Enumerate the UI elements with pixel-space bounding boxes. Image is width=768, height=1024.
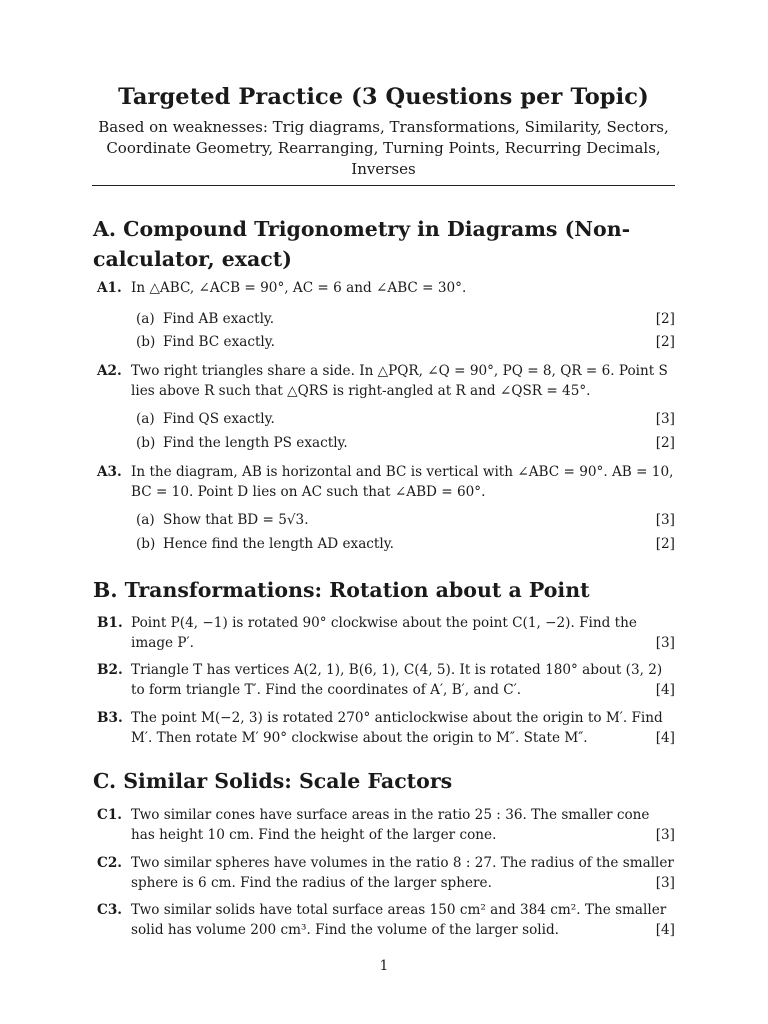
part-text: Show that BD = 5√3. [163,512,309,528]
question-text: In the diagram, AB is horizontal and BC is vertical with ∠ABC = 90°. AB = 10, BC = 10. Point D lies on AC such that ∠ABD = 60°. [131,464,674,500]
part-label: (a) [136,311,155,327]
section-heading: B. Transformations: Rotation about a Point [93,578,590,602]
question-text: The point M(−2, 3) is rotated 270° anticlockwise about the origin to M′. Find M′. Then rotate M′ 90° clockwise about the origin to M″. State M″. [131,710,663,746]
marks: [4] [655,681,675,698]
question-number: B3. [97,710,123,726]
question-number: A2. [97,363,122,379]
marks: [4] [655,729,675,746]
marks: [2] [655,311,675,327]
question-text: Point P(4, −1) is rotated 90° clockwise about the point C(1, −2). Find the image P′. [131,615,637,651]
question-part [136,410,675,429]
question-text: Two similar solids have total surface areas 150 cm² and 384 cm². The smaller solid has volume 200 cm³. Find the volume of the larger solid. [131,902,667,938]
part-text: Find AB exactly. [163,311,275,327]
question [97,279,675,299]
marks: [3] [655,826,675,843]
question-part [136,511,675,530]
question [97,362,675,401]
question [97,661,675,700]
part-label: (b) [136,334,156,350]
part-text: Find the length PS exactly. [163,435,348,451]
section-heading: C. Similar Solids: Scale Factors [93,769,453,793]
question [97,614,675,653]
title-divider [92,185,675,186]
question [97,854,675,893]
page-number: 1 [379,958,389,974]
question-part [136,535,675,554]
marks: [3] [655,634,675,651]
section-heading: A. Compound Trigonometry in Diagrams (Non-calculator, exact) [93,217,631,271]
question-number: C2. [97,855,123,871]
question-part [136,434,675,453]
page-subtitle: Based on weaknesses: Trig diagrams, Transformations, Similarity, Sectors, Coordinate Geometry, Rearranging, Turning Points, Recurring Decimals, Inverses [98,118,669,178]
marks: [2] [655,334,675,350]
question [97,463,675,502]
question [97,709,675,748]
marks: [3] [655,874,675,891]
question [97,806,675,845]
question-part [136,310,675,329]
part-text: Find BC exactly. [163,334,275,350]
question-text: Two right triangles share a side. In △PQR, ∠Q = 90°, PQ = 8, QR = 6. Point S lies above R such that △QRS is right-angled at R and ∠QSR = 45°. [131,363,668,399]
marks: [3] [655,512,675,528]
question-text: In △ABC, ∠ACB = 90°, AC = 6 and ∠ABC = 30°. [131,280,467,296]
question-text: Two similar spheres have volumes in the ratio 8 : 27. The radius of the smaller sphere is 6 cm. Find the radius of the larger sphere. [131,855,674,891]
question-part [136,333,675,352]
question-number: A1. [97,280,122,296]
question [97,901,675,940]
marks: [2] [655,435,675,451]
question-number: C3. [97,902,123,918]
part-label: (a) [136,512,155,528]
marks: [2] [655,536,675,552]
marks: [4] [655,921,675,938]
marks: [3] [655,411,675,427]
question-number: C1. [97,807,123,823]
part-label: (b) [136,536,156,552]
question-number: A3. [97,464,122,480]
part-label: (a) [136,411,155,427]
question-number: B2. [97,662,123,678]
page-title: Targeted Practice (3 Questions per Topic) [118,84,649,110]
question-text: Two similar cones have surface areas in the ratio 25 : 36. The smaller cone has height 10 cm. Find the height of the larger cone. [131,807,650,843]
question-text: Triangle T has vertices A(2, 1), B(6, 1), C(4, 5). It is rotated 180° about (3, 2) to form triangle T′. Find the coordinates of A′, B′, and C′. [131,662,663,698]
part-text: Hence find the length AD exactly. [163,536,394,552]
part-text: Find QS exactly. [163,411,275,427]
part-label: (b) [136,435,156,451]
question-number: B1. [97,615,123,631]
